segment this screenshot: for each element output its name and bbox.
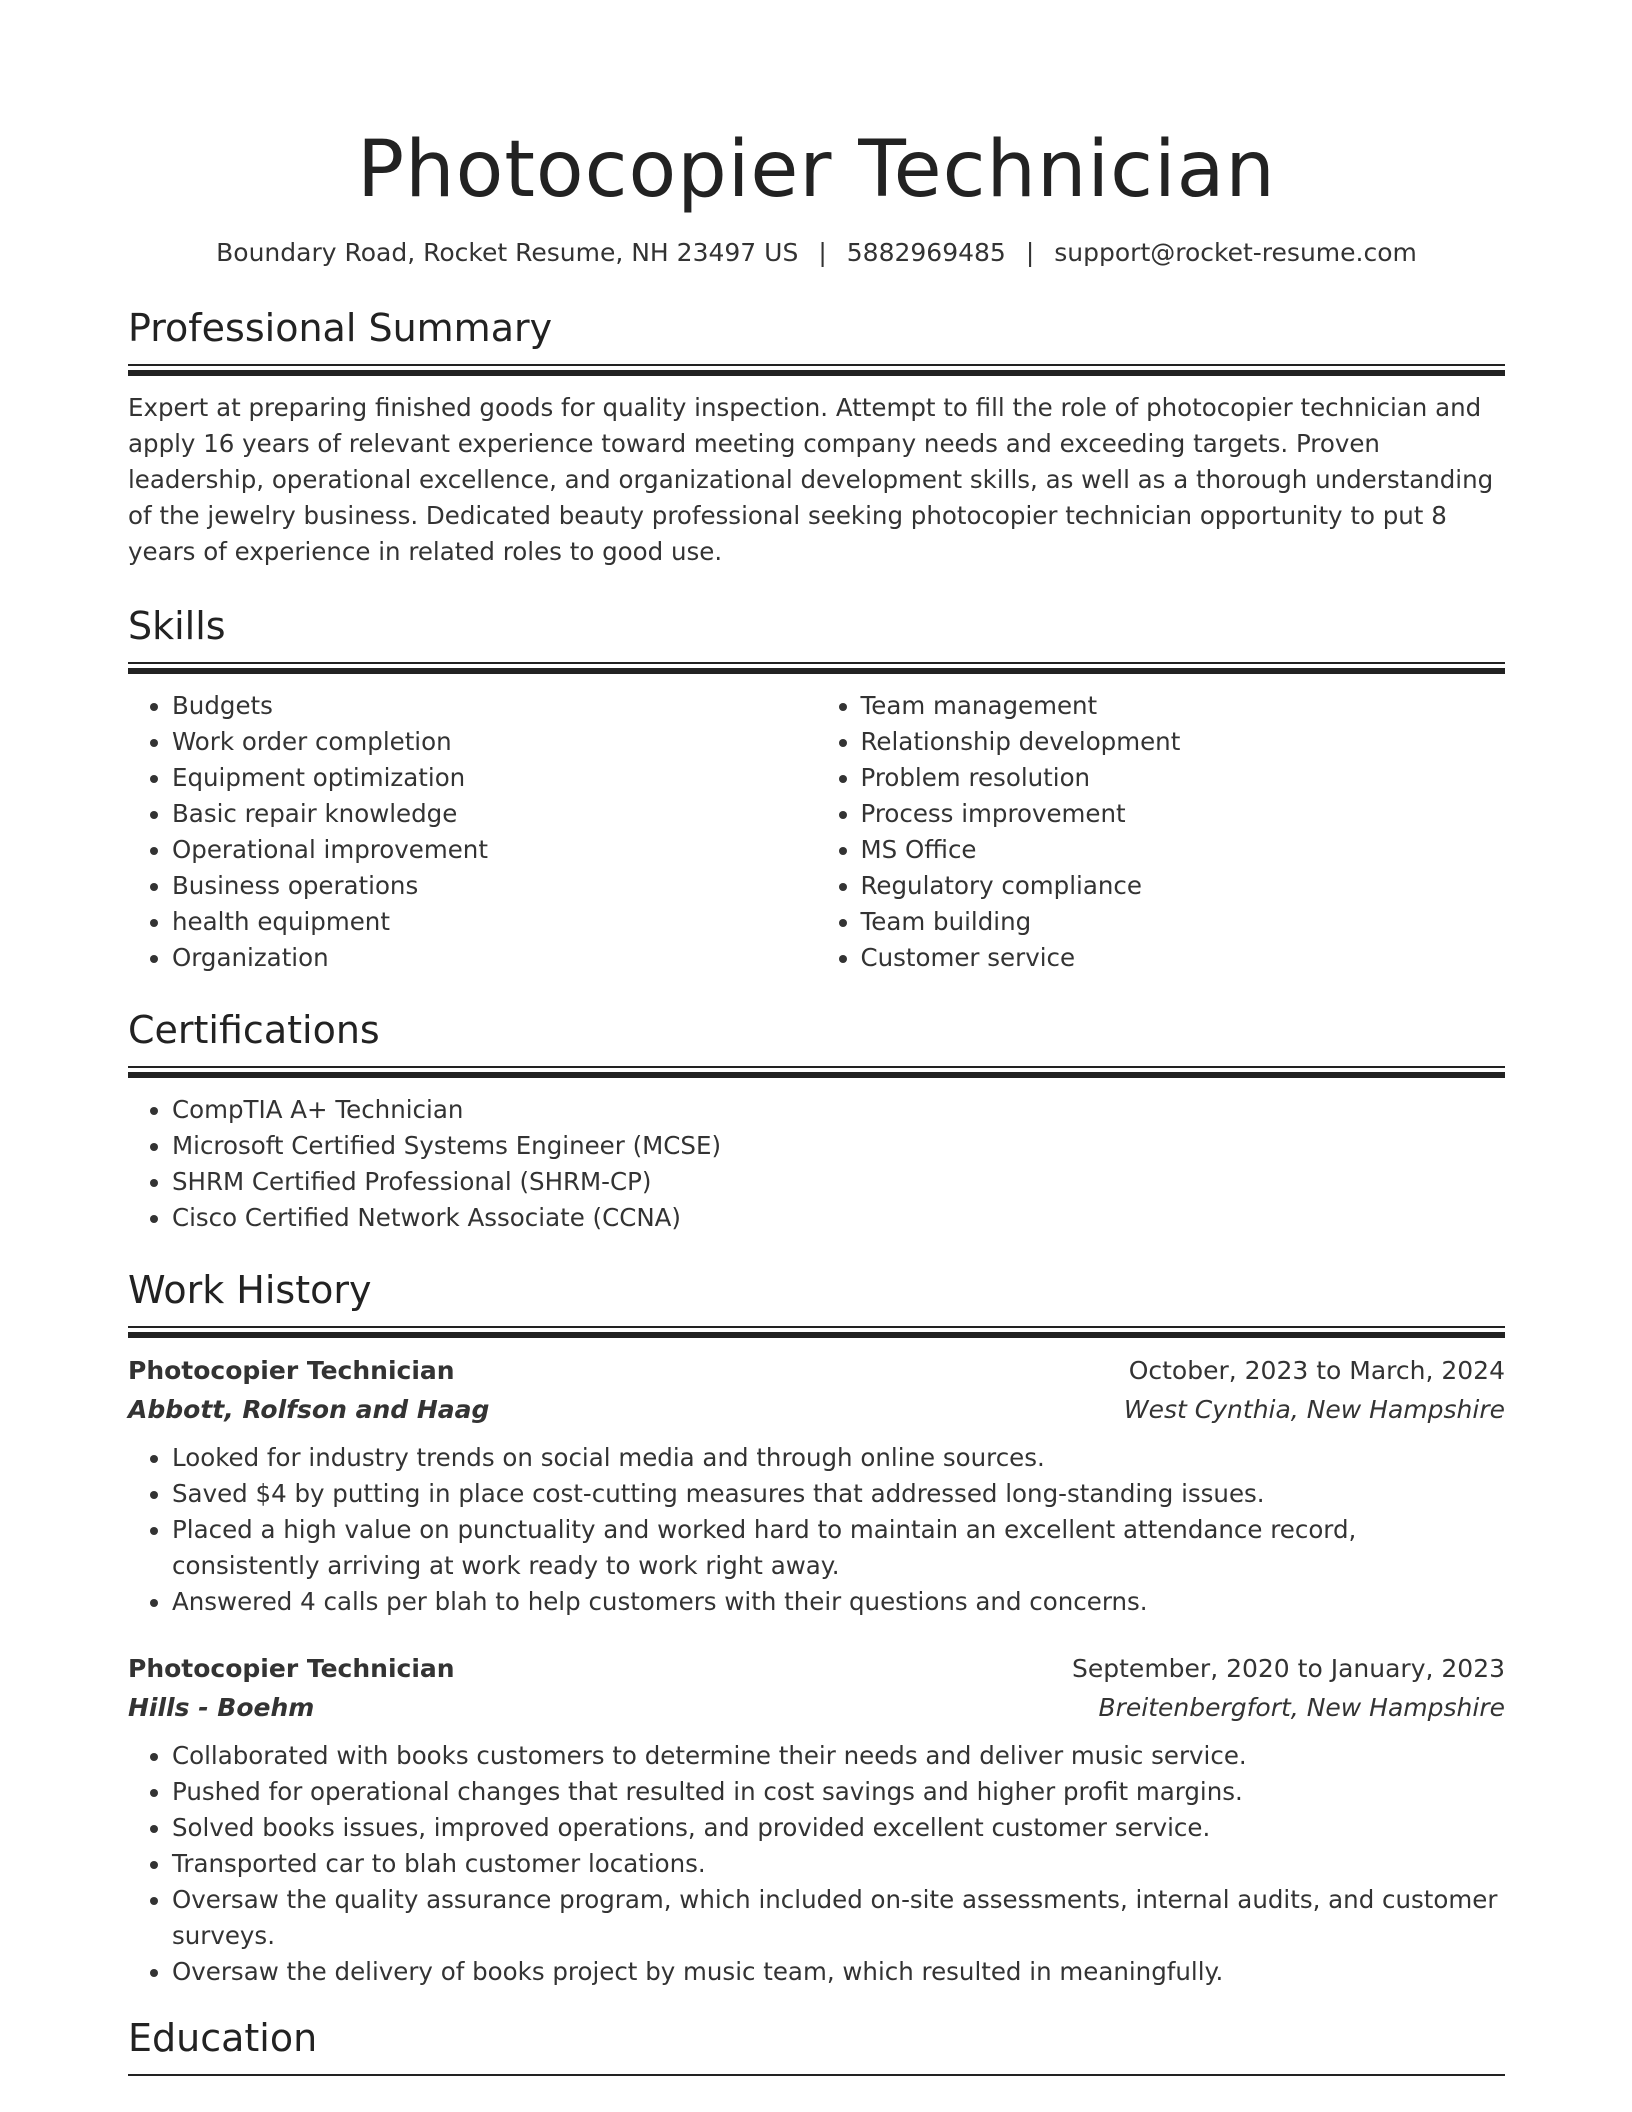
contact-phone: 5882969485 bbox=[846, 238, 1006, 267]
skill-item: • health equipment bbox=[172, 904, 817, 940]
skill-item: • Operational improvement bbox=[172, 832, 817, 868]
certification-item: • CompTIA A+ Technician bbox=[172, 1092, 1505, 1128]
skills-columns bbox=[128, 688, 1505, 976]
contact-address: Boundary Road, Rocket Resume, NH 23497 US bbox=[216, 238, 799, 267]
skill-item: • Team building bbox=[861, 904, 1506, 940]
job-subheader bbox=[128, 1688, 1505, 1728]
job-bullet: • Looked for industry trends on social media and through online sources. bbox=[172, 1440, 1505, 1476]
skill-item: • Problem resolution bbox=[861, 760, 1506, 796]
section-title-summary: Professional Summary bbox=[128, 306, 553, 350]
summary-section bbox=[128, 304, 1505, 570]
skill-item: • Budgets bbox=[172, 688, 817, 724]
contact-email: support@rocket-resume.com bbox=[1054, 238, 1417, 267]
skill-item: • Work order completion bbox=[172, 724, 817, 760]
contact-separator: | bbox=[818, 238, 827, 267]
summary-text: Expert at preparing finished goods for quality inspection. Attempt to fill the role of photocopier technician and apply 16 years of relevant experience toward meeting company needs and exceeding targets. Proven leadership, operational excellence, and organizational development skills, as well as a thorough understanding of the jewelry business. Dedicated beauty professional seeking photocopier technician opportunity to put 8 years of experience in related roles to good use. bbox=[128, 393, 1494, 566]
skill-item: • Regulatory compliance bbox=[861, 868, 1506, 904]
job-subheader bbox=[128, 1390, 1505, 1430]
skill-item: • Team management bbox=[861, 688, 1506, 724]
skills-list-right bbox=[817, 688, 1506, 976]
job-bullet: • Saved $4 by putting in place cost-cutting measures that addressed long-standing issues. bbox=[172, 1476, 1505, 1512]
skill-item: • Relationship development bbox=[861, 724, 1506, 760]
job-title: Photocopier Technician bbox=[128, 1654, 455, 1683]
section-divider bbox=[128, 662, 1505, 674]
certification-item: • Microsoft Certified Systems Engineer (MCSE) bbox=[172, 1128, 1505, 1164]
job-bullets bbox=[128, 1440, 1505, 1620]
resume-page bbox=[128, 0, 1505, 2076]
skills-list-left bbox=[128, 688, 817, 976]
job-bullet: • Transported car to blah customer locations. bbox=[172, 1846, 1505, 1882]
skill-item: • Equipment optimization bbox=[172, 760, 817, 796]
section-title-work-history: Work History bbox=[128, 1268, 372, 1312]
job-bullet: • Solved books issues, improved operations, and provided excellent customer service. bbox=[172, 1810, 1505, 1846]
section-divider bbox=[128, 2074, 1505, 2076]
certification-item: • SHRM Certified Professional (SHRM-CP) bbox=[172, 1164, 1505, 1200]
job-dates: October, 2023 to March, 2024 bbox=[1128, 1356, 1505, 1385]
job-title: Photocopier Technician bbox=[128, 1356, 455, 1385]
resume-name: Photocopier Technician bbox=[357, 125, 1276, 215]
job-location: Breitenbergfort, New Hampshire bbox=[1098, 1693, 1505, 1722]
job-header bbox=[128, 1352, 1505, 1390]
section-title-certifications: Certifications bbox=[128, 1008, 380, 1052]
job-company: Hills - Boehm bbox=[128, 1693, 315, 1722]
work-history-section bbox=[128, 1266, 1505, 1990]
skill-item: • MS Office bbox=[861, 832, 1506, 868]
section-title-education: Education bbox=[128, 2016, 318, 2060]
job-header bbox=[128, 1650, 1505, 1688]
job-bullets bbox=[128, 1738, 1505, 1990]
job-bullet: • Pushed for operational changes that resulted in cost savings and higher profit margins. bbox=[172, 1774, 1505, 1810]
contact-line bbox=[128, 236, 1505, 270]
section-title-skills: Skills bbox=[128, 604, 226, 648]
skill-item: • Basic repair knowledge bbox=[172, 796, 817, 832]
job-bullet: • Placed a high value on punctuality and worked hard to maintain an excellent attendance record, consistently arriving at work ready to work right away. bbox=[172, 1512, 1505, 1584]
certification-item: • Cisco Certified Network Associate (CCNA) bbox=[172, 1200, 1505, 1236]
certifications-list bbox=[128, 1092, 1505, 1236]
education-section bbox=[128, 2014, 1505, 2076]
job-bullet: • Answered 4 calls per blah to help customers with their questions and concerns. bbox=[172, 1584, 1505, 1620]
job-company: Abbott, Rolfson and Haag bbox=[128, 1395, 490, 1424]
skills-section bbox=[128, 602, 1505, 976]
job-dates: September, 2020 to January, 2023 bbox=[1072, 1654, 1505, 1683]
skill-item: • Customer service bbox=[861, 940, 1506, 976]
skill-item: • Process improvement bbox=[861, 796, 1506, 832]
job-entry bbox=[128, 1650, 1505, 1990]
section-divider bbox=[128, 364, 1505, 376]
section-divider bbox=[128, 1326, 1505, 1338]
contact-separator: | bbox=[1025, 238, 1035, 267]
skill-item: • Organization bbox=[172, 940, 817, 976]
job-bullet: • Oversaw the quality assurance program, which included on-site assessments, internal audits, and customer surveys. bbox=[172, 1882, 1505, 1954]
job-entry bbox=[128, 1352, 1505, 1620]
job-bullet: • Oversaw the delivery of books project by music team, which resulted in meaningfully. bbox=[172, 1954, 1505, 1990]
section-divider bbox=[128, 1066, 1505, 1078]
job-bullet: • Collaborated with books customers to determine their needs and deliver music service. bbox=[172, 1738, 1505, 1774]
skill-item: • Business operations bbox=[172, 868, 817, 904]
certifications-section bbox=[128, 1006, 1505, 1236]
job-location: West Cynthia, New Hampshire bbox=[1123, 1395, 1505, 1424]
